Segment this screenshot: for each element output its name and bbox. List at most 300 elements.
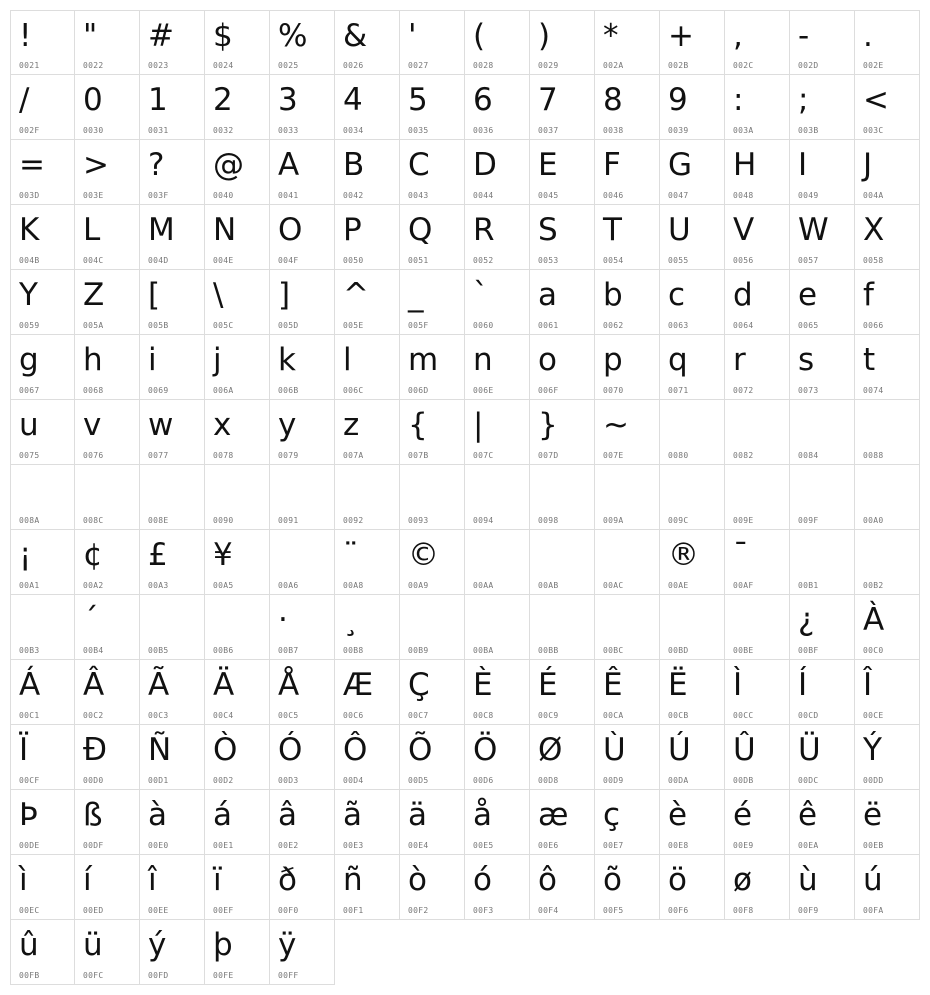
glyph-char: [: [148, 277, 161, 313]
glyph-code-label: 009C: [668, 516, 689, 525]
glyph-char: 3: [278, 82, 298, 118]
glyph-char: |: [473, 407, 484, 443]
glyph-code-label: 002F: [19, 126, 40, 135]
glyph-code-label: 00B5: [148, 646, 169, 655]
glyph-char: i: [148, 342, 157, 378]
glyph-cell: [595, 205, 660, 270]
glyph-char: x: [213, 407, 232, 443]
glyph-cell: [400, 660, 465, 725]
glyph-char: é: [733, 797, 753, 833]
glyph-char: ó: [473, 862, 492, 898]
glyph-code-label: 00CC: [733, 711, 754, 720]
glyph-cell: [75, 465, 140, 530]
glyph-cell: [400, 10, 465, 75]
glyph-char: ¸: [343, 602, 359, 638]
glyph-char: *: [603, 18, 619, 54]
glyph-code-label: 003C: [863, 126, 884, 135]
glyph-cell: [595, 75, 660, 140]
glyph-char: o: [538, 342, 557, 378]
glyph-code-label: 0061: [538, 321, 559, 330]
glyph-cell: [270, 725, 335, 790]
glyph-cell: [855, 270, 920, 335]
glyph-code-label: 005C: [213, 321, 234, 330]
glyph-cell: [595, 270, 660, 335]
glyph-code-label: 00D8: [538, 776, 559, 785]
glyph-char: }: [538, 407, 558, 443]
glyph-char: Ó: [278, 732, 303, 768]
glyph-cell: [10, 920, 75, 985]
glyph-char: Ø: [538, 732, 563, 768]
glyph-cell: [790, 270, 855, 335]
glyph-code-label: 0035: [408, 126, 429, 135]
glyph-code-label: 00E0: [148, 841, 169, 850]
glyph-char: Ô: [343, 732, 368, 768]
glyph-char: W: [798, 212, 829, 248]
glyph-char: 1: [148, 82, 168, 118]
glyph-code-label: 00B1: [798, 581, 819, 590]
glyph-cell: [205, 205, 270, 270]
glyph-code-label: 0041: [278, 191, 299, 200]
glyph-code-label: 0059: [19, 321, 40, 330]
glyph-code-label: 009A: [603, 516, 624, 525]
glyph-code-label: 00F3: [473, 906, 494, 915]
glyph-cell: [790, 790, 855, 855]
glyph-char: Ö: [473, 732, 498, 768]
glyph-cell: [465, 725, 530, 790]
glyph-cell: [660, 660, 725, 725]
glyph-cell: [75, 270, 140, 335]
glyph-char: à: [148, 797, 167, 833]
glyph-code-label: 00EC: [19, 906, 40, 915]
glyph-code-label: 00F8: [733, 906, 754, 915]
glyph-code-label: 00EA: [798, 841, 819, 850]
glyph-cell: [725, 140, 790, 205]
glyph-char: þ: [213, 927, 233, 963]
glyph-code-label: 00EB: [863, 841, 884, 850]
glyph-code-label: 002D: [798, 61, 819, 70]
glyph-code-label: 00B8: [343, 646, 364, 655]
glyph-char: À: [863, 602, 885, 638]
glyph-char: ì: [19, 862, 28, 898]
glyph-cell: [270, 335, 335, 400]
glyph-code-label: 0077: [148, 451, 169, 460]
glyph-cell: [855, 855, 920, 920]
glyph-code-label: 0044: [473, 191, 494, 200]
glyph-char: ¯: [733, 537, 749, 573]
glyph-code-label: 00FA: [863, 906, 884, 915]
glyph-cell: [595, 10, 660, 75]
glyph-cell: [400, 595, 465, 660]
glyph-char: <: [863, 82, 889, 118]
glyph-cell: [855, 530, 920, 595]
glyph-cell: [725, 595, 790, 660]
glyph-cell: [270, 595, 335, 660]
glyph-char: 7: [538, 82, 558, 118]
glyph-char: f: [863, 277, 874, 313]
glyph-code-label: 005D: [278, 321, 299, 330]
glyph-cell: [75, 725, 140, 790]
glyph-cell: [725, 725, 790, 790]
glyph-cell: [10, 660, 75, 725]
glyph-char: Â: [83, 667, 105, 703]
glyph-code-label: 0064: [733, 321, 754, 330]
glyph-cell: [10, 790, 75, 855]
glyph-code-label: 004E: [213, 256, 234, 265]
glyph-code-label: 00FF: [278, 971, 299, 980]
glyph-code-label: 0025: [278, 61, 299, 70]
glyph-char: H: [733, 147, 757, 183]
glyph-code-label: 0094: [473, 516, 494, 525]
glyph-code-label: 00DC: [798, 776, 819, 785]
glyph-code-label: 0057: [798, 256, 819, 265]
glyph-code-label: 00C5: [278, 711, 299, 720]
glyph-cell: [595, 400, 660, 465]
glyph-cell: [855, 790, 920, 855]
glyph-code-label: 00E1: [213, 841, 234, 850]
glyph-char: .: [863, 18, 873, 54]
glyph-cell: [725, 465, 790, 530]
glyph-code-label: 00CD: [798, 711, 819, 720]
glyph-cell: [140, 725, 205, 790]
glyph-cell: [790, 530, 855, 595]
glyph-cell: [140, 660, 205, 725]
glyph-cell: [270, 400, 335, 465]
glyph-char: É: [538, 667, 558, 703]
glyph-code-label: 00BE: [733, 646, 754, 655]
glyph-char: P: [343, 212, 362, 248]
glyph-cell: [335, 465, 400, 530]
glyph-char: ¡: [19, 537, 32, 573]
glyph-cell: [530, 855, 595, 920]
glyph-char: h: [83, 342, 103, 378]
glyph-cell: [270, 10, 335, 75]
glyph-char: ¢: [83, 537, 103, 573]
glyph-char: %: [278, 18, 308, 54]
glyph-code-label: 00C6: [343, 711, 364, 720]
glyph-char: c: [668, 277, 686, 313]
glyph-cell: [140, 920, 205, 985]
glyph-char: Ë: [668, 667, 688, 703]
glyph-code-label: 00C0: [863, 646, 884, 655]
glyph-cell: [140, 205, 205, 270]
glyph-code-label: 00D5: [408, 776, 429, 785]
glyph-cell: [335, 595, 400, 660]
glyph-cell: [140, 335, 205, 400]
glyph-code-label: 0071: [668, 386, 689, 395]
glyph-cell: [530, 335, 595, 400]
glyph-char: ö: [668, 862, 687, 898]
glyph-cell: [530, 790, 595, 855]
glyph-cell: [10, 75, 75, 140]
glyph-code-label: 0078: [213, 451, 234, 460]
glyph-cell: [855, 595, 920, 660]
glyph-char: N: [213, 212, 237, 248]
glyph-code-label: 005F: [408, 321, 429, 330]
glyph-char: 2: [213, 82, 233, 118]
glyph-code-label: 0026: [343, 61, 364, 70]
glyph-char: ñ: [343, 862, 363, 898]
glyph-code-label: 0055: [668, 256, 689, 265]
glyph-cell: [465, 790, 530, 855]
glyph-cell: [725, 205, 790, 270]
glyph-code-label: 0063: [668, 321, 689, 330]
glyph-cell: [335, 725, 400, 790]
glyph-cell: [530, 270, 595, 335]
glyph-char: ò: [408, 862, 427, 898]
glyph-cell: [855, 660, 920, 725]
glyph-code-label: 0027: [408, 61, 429, 70]
glyph-cell: [725, 790, 790, 855]
glyph-code-label: 00BF: [798, 646, 819, 655]
glyph-cell: [205, 465, 270, 530]
glyph-char: Ï: [19, 732, 29, 768]
glyph-code-label: 00C8: [473, 711, 494, 720]
glyph-char: g: [19, 342, 39, 378]
glyph-char: {: [408, 407, 428, 443]
glyph-code-label: 0036: [473, 126, 494, 135]
glyph-code-label: 00C7: [408, 711, 429, 720]
glyph-code-label: 00D3: [278, 776, 299, 785]
glyph-code-label: 009F: [798, 516, 819, 525]
glyph-code-label: 002C: [733, 61, 754, 70]
glyph-cell: [725, 530, 790, 595]
glyph-code-label: 00A2: [83, 581, 104, 590]
glyph-cell: [205, 660, 270, 725]
glyph-cell: [660, 335, 725, 400]
glyph-code-label: 0022: [83, 61, 104, 70]
glyph-cell: [530, 140, 595, 205]
glyph-cell: [400, 725, 465, 790]
glyph-char: A: [278, 147, 300, 183]
glyph-char: 6: [473, 82, 493, 118]
glyph-code-label: 0056: [733, 256, 754, 265]
glyph-code-label: 00DA: [668, 776, 689, 785]
glyph-char: ¿: [798, 602, 815, 638]
glyph-code-label: 004A: [863, 191, 884, 200]
glyph-cell: [270, 920, 335, 985]
glyph-cell: [465, 335, 530, 400]
glyph-code-label: 00E9: [733, 841, 754, 850]
glyph-char: 5: [408, 82, 428, 118]
glyph-code-label: 0092: [343, 516, 364, 525]
glyph-code-label: 00A8: [343, 581, 364, 590]
glyph-code-label: 00C9: [538, 711, 559, 720]
glyph-code-label: 006A: [213, 386, 234, 395]
glyph-cell: [10, 10, 75, 75]
glyph-char: K: [19, 212, 40, 248]
glyph-cell: [465, 270, 530, 335]
glyph-cell: [205, 75, 270, 140]
glyph-code-label: 00F2: [408, 906, 429, 915]
glyph-cell: [140, 140, 205, 205]
glyph-cell: [400, 75, 465, 140]
glyph-code-label: 0050: [343, 256, 364, 265]
glyph-code-label: 00DB: [733, 776, 754, 785]
glyph-cell: [855, 465, 920, 530]
glyph-char: X: [863, 212, 885, 248]
glyph-cell: [270, 140, 335, 205]
glyph-char: >: [83, 147, 109, 183]
glyph-char: è: [668, 797, 688, 833]
glyph-cell: [400, 530, 465, 595]
glyph-char: Î: [863, 667, 873, 703]
glyph-char: V: [733, 212, 755, 248]
glyph-cell: [790, 725, 855, 790]
glyph-code-label: 00E2: [278, 841, 299, 850]
glyph-char: w: [148, 407, 174, 443]
glyph-code-label: 00A6: [278, 581, 299, 590]
glyph-code-label: 0047: [668, 191, 689, 200]
glyph-cell: [790, 400, 855, 465]
glyph-code-label: 00F5: [603, 906, 624, 915]
glyph-char: Ý: [863, 732, 882, 768]
glyph-cell: [75, 855, 140, 920]
glyph-code-label: 00CA: [603, 711, 624, 720]
glyph-char: B: [343, 147, 365, 183]
glyph-code-label: 0072: [733, 386, 754, 395]
glyph-code-label: 00AC: [603, 581, 624, 590]
glyph-code-label: 0039: [668, 126, 689, 135]
glyph-cell: [595, 335, 660, 400]
glyph-code-label: 008C: [83, 516, 104, 525]
glyph-char: t: [863, 342, 876, 378]
glyph-cell: [400, 465, 465, 530]
glyph-cell: [75, 205, 140, 270]
glyph-char: L: [83, 212, 101, 248]
glyph-code-label: 00F9: [798, 906, 819, 915]
glyph-code-label: 00CF: [19, 776, 40, 785]
glyph-cell: [75, 335, 140, 400]
glyph-cell: [790, 335, 855, 400]
glyph-cell: [855, 140, 920, 205]
glyph-cell: [660, 465, 725, 530]
glyph-code-label: 00D4: [343, 776, 364, 785]
glyph-code-label: 0021: [19, 61, 40, 70]
glyph-char: =: [19, 147, 45, 183]
glyph-code-label: 006D: [408, 386, 429, 395]
glyph-char: T: [603, 212, 622, 248]
glyph-cell: [10, 595, 75, 660]
glyph-cell: [10, 530, 75, 595]
glyph-cell: [465, 465, 530, 530]
glyph-char: `: [473, 277, 489, 313]
glyph-char: ú: [863, 862, 883, 898]
glyph-char: ~: [603, 407, 629, 443]
glyph-cell: [790, 855, 855, 920]
glyph-cell: [205, 530, 270, 595]
glyph-cell: [465, 530, 530, 595]
glyph-char: Q: [408, 212, 433, 248]
glyph-char: í: [83, 862, 92, 898]
glyph-code-label: 002E: [863, 61, 884, 70]
glyph-char: z: [343, 407, 360, 443]
glyph-char: ü: [83, 927, 103, 963]
glyph-cell: [790, 140, 855, 205]
glyph-char: a: [538, 277, 557, 313]
glyph-code-label: 00B6: [213, 646, 234, 655]
glyph-code-label: 0060: [473, 321, 494, 330]
glyph-cell: [465, 75, 530, 140]
glyph-code-label: 0043: [408, 191, 429, 200]
glyph-cell: [530, 595, 595, 660]
glyph-char: Ù: [603, 732, 626, 768]
glyph-char: S: [538, 212, 558, 248]
glyph-char: Ã: [148, 667, 170, 703]
glyph-char: k: [278, 342, 296, 378]
glyph-cell: [75, 790, 140, 855]
glyph-code-label: 00DD: [863, 776, 884, 785]
glyph-code-label: 00C3: [148, 711, 169, 720]
glyph-cell: [400, 205, 465, 270]
glyph-code-label: 00C2: [83, 711, 104, 720]
glyph-char: :: [733, 82, 744, 118]
glyph-code-label: 00DE: [19, 841, 40, 850]
glyph-cell: [270, 205, 335, 270]
glyph-code-label: 00C4: [213, 711, 234, 720]
glyph-cell: [400, 790, 465, 855]
glyph-code-label: 008E: [148, 516, 169, 525]
glyph-char: Ð: [83, 732, 108, 768]
glyph-code-label: 00E4: [408, 841, 429, 850]
glyph-cell: [725, 270, 790, 335]
glyph-char: È: [473, 667, 493, 703]
glyph-char: ·: [278, 602, 288, 638]
glyph-char: ý: [148, 927, 167, 963]
glyph-char: Ä: [213, 667, 235, 703]
glyph-cell: [205, 790, 270, 855]
glyph-char: ù: [798, 862, 818, 898]
glyph-char: ø: [733, 862, 752, 898]
glyph-cell: [140, 790, 205, 855]
glyph-code-label: 0053: [538, 256, 559, 265]
glyph-code-label: 007B: [408, 451, 429, 460]
glyph-cell: [335, 270, 400, 335]
glyph-code-label: 0054: [603, 256, 624, 265]
glyph-code-label: 002A: [603, 61, 624, 70]
glyph-char: n: [473, 342, 493, 378]
glyph-code-label: 0067: [19, 386, 40, 395]
glyph-code-label: 003A: [733, 126, 754, 135]
glyph-cell: [855, 725, 920, 790]
glyph-cell: [660, 530, 725, 595]
glyph-code-label: 0030: [83, 126, 104, 135]
glyph-code-label: 00ED: [83, 906, 104, 915]
glyph-code-label: 0098: [538, 516, 559, 525]
glyph-cell: [595, 790, 660, 855]
glyph-cell: [205, 920, 270, 985]
glyph-cell: [790, 10, 855, 75]
glyph-code-label: 0076: [83, 451, 104, 460]
glyph-code-label: 006C: [343, 386, 364, 395]
glyph-char: ô: [538, 862, 557, 898]
glyph-cell: [790, 465, 855, 530]
glyph-cell: [400, 270, 465, 335]
glyph-cell: [465, 855, 530, 920]
glyph-code-label: 00F4: [538, 906, 559, 915]
glyph-char: ß: [83, 797, 103, 833]
glyph-code-label: 00F0: [278, 906, 299, 915]
glyph-char: @: [213, 147, 244, 183]
glyph-cell: [10, 465, 75, 530]
glyph-cell: [205, 140, 270, 205]
glyph-cell: [595, 725, 660, 790]
glyph-cell: [205, 855, 270, 920]
glyph-code-label: 0084: [798, 451, 819, 460]
glyph-char: E: [538, 147, 558, 183]
glyph-code-label: 00CB: [668, 711, 689, 720]
glyph-cell: [10, 400, 75, 465]
glyph-code-label: 00AF: [733, 581, 754, 590]
